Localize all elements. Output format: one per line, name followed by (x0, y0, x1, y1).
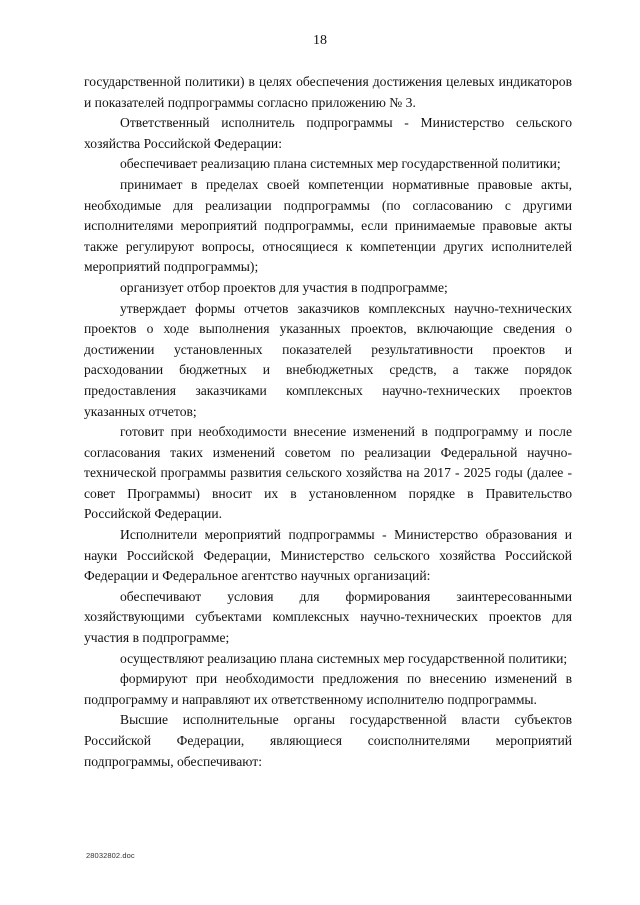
paragraph: Ответственный исполнитель подпрограммы - Министерство сельского хозяйства Российской Федерации: (84, 115, 572, 151)
paragraph: готовит при необходимости внесение изменений в подпрограмму и после согласования таких изменений советом по реализации Федеральной научно-технической программы развития сельского хозяйства на 2017 - 2025 годы (далее - совет Программы) вносит их в установленном порядке в Правительство Российской Федерации. (84, 424, 572, 522)
document-filename-footer: 28032802.doc (86, 851, 135, 860)
paragraph: Исполнители мероприятий подпрограммы - Министерство образования и науки Российской Федерации, Министерство сельского хозяйства Российской Федерации и Федеральное агентство научных организаций: (84, 527, 572, 584)
paragraph: осуществляют реализацию плана системных мер государственной политики; (120, 650, 568, 666)
document-body (84, 72, 572, 772)
page-number: 18 (313, 33, 327, 48)
paragraph: государственной политики) в целях обеспечения достижения целевых индикаторов и показателей подпрограммы согласно приложению № 3. (84, 74, 572, 110)
paragraph: Высшие исполнительные органы государственной власти субъектов Российской Федерации, являющиеся соисполнителями мероприятий подпрограммы, обеспечивают: (84, 712, 572, 769)
paragraph: организует отбор проектов для участия в подпрограмме; (120, 279, 448, 295)
paragraph: обеспечивает реализацию плана системных мер государственной политики; (120, 156, 561, 172)
paragraph: утверждает формы отчетов заказчиков комплексных научно-технических проектов о ходе выполнения указанных проектов, включающие сведения о достижении установленных показателей результативности проектов и расходовании бюджетных и внебюджетных средств, а также порядок предоставления заказчиками комплексных научно-технических проектов указанных отчетов; (84, 300, 572, 419)
paragraph: формируют при необходимости предложения по внесению изменений в подпрограмму и направляют их ответственному исполнителю подпрограммы. (84, 671, 572, 707)
paragraph: принимает в пределах своей компетенции нормативные правовые акты, необходимые для реализации подпрограммы (по согласованию с другими исполнителями мероприятий подпрограммы, если принимаемые правовые акты также регулируют вопросы, относящиеся к компетенции других исполнителей мероприятий подпрограммы); (84, 176, 572, 275)
paragraph: обеспечивают условия для формирования заинтересованными хозяйствующими субъектами комплексных научно-технических проектов для участия в подпрограмме; (84, 588, 572, 646)
